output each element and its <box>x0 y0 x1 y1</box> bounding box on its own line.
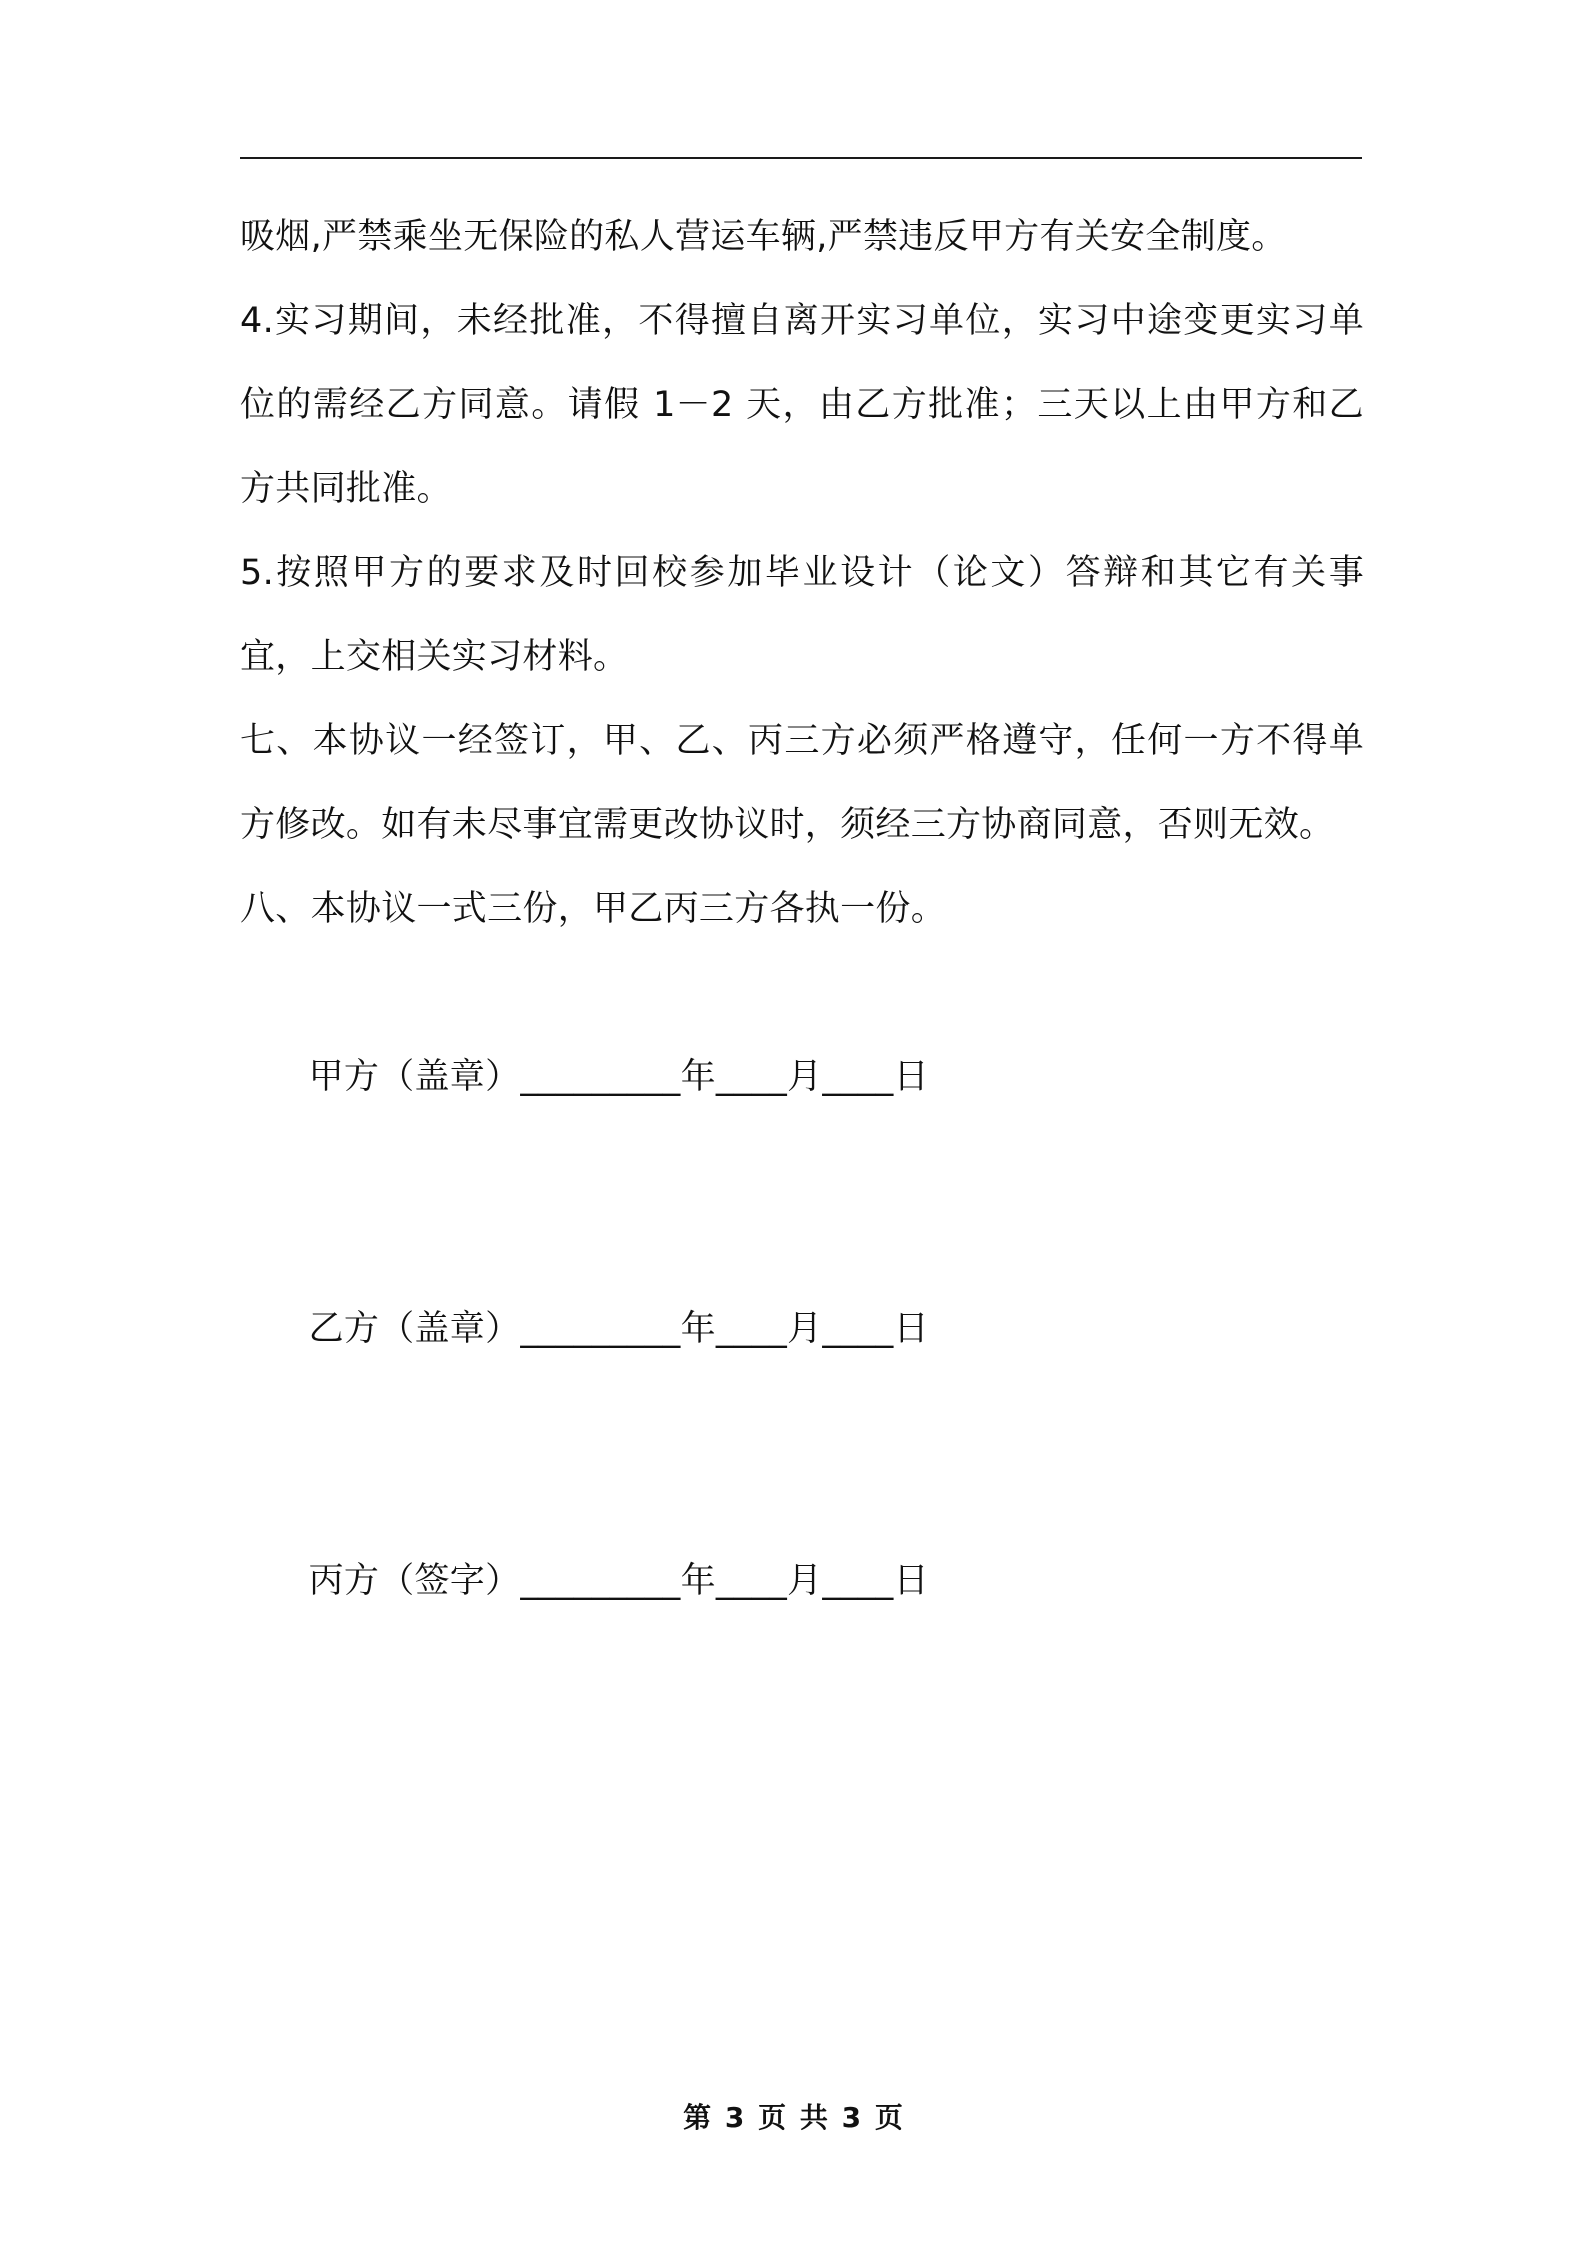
party-label: 甲方（盖章） <box>308 1057 521 1097</box>
year-label: 年 <box>680 1309 716 1349</box>
signature-line-party-a <box>240 951 1364 1203</box>
signature-line-party-b <box>240 1203 1364 1455</box>
day-label: 日 <box>893 1057 929 1097</box>
signature-blank: _________ <box>520 1561 681 1601</box>
month-label: 月 <box>787 1561 823 1601</box>
day-label: 日 <box>893 1309 929 1349</box>
party-label: 乙方（盖章） <box>308 1309 521 1349</box>
party-label: 丙方（签字） <box>308 1561 521 1601</box>
month-label: 月 <box>787 1309 823 1349</box>
day-label: 日 <box>893 1561 929 1601</box>
header-divider <box>240 157 1362 159</box>
day-blank: ____ <box>822 1309 894 1349</box>
day-blank: ____ <box>822 1057 894 1097</box>
day-blank: ____ <box>822 1561 894 1601</box>
paragraph-article-7: 七、本协议一经签订，甲、乙、丙三方必须严格遵守，任何一方不得单方修改。如有未尽事宜需更改协议时，须经三方协商同意，否则无效。 <box>240 721 1364 845</box>
month-blank: ____ <box>715 1309 788 1349</box>
document-body <box>240 195 1364 1707</box>
paragraph-item-5-defense: 5.按照甲方的要求及时回校参加毕业设计（论文）答辩和其它有关事宜，上交相关实习材料。 <box>240 553 1364 677</box>
month-blank: ____ <box>715 1561 788 1601</box>
signature-blank: _________ <box>520 1309 681 1349</box>
page-number-footer: 第 3 页 共 3 页 <box>683 2101 903 2134</box>
paragraph-safety-rules: 吸烟,严禁乘坐无保险的私人营运车辆,严禁违反甲方有关安全制度。 <box>240 217 1287 257</box>
paragraph-article-8: 八、本协议一式三份，甲乙丙三方各执一份。 <box>240 889 947 929</box>
year-label: 年 <box>680 1561 716 1601</box>
signature-line-party-c <box>240 1455 1364 1707</box>
year-label: 年 <box>680 1057 716 1097</box>
paragraph-item-4-leave: 4.实习期间，未经批准，不得擅自离开实习单位，实习中途变更实习单位的需经乙方同意。请假 1－2 天，由乙方批准；三天以上由甲方和乙方共同批准。 <box>240 301 1364 509</box>
month-label: 月 <box>787 1057 823 1097</box>
month-blank: ____ <box>715 1057 788 1097</box>
signature-blank: _________ <box>520 1057 681 1097</box>
